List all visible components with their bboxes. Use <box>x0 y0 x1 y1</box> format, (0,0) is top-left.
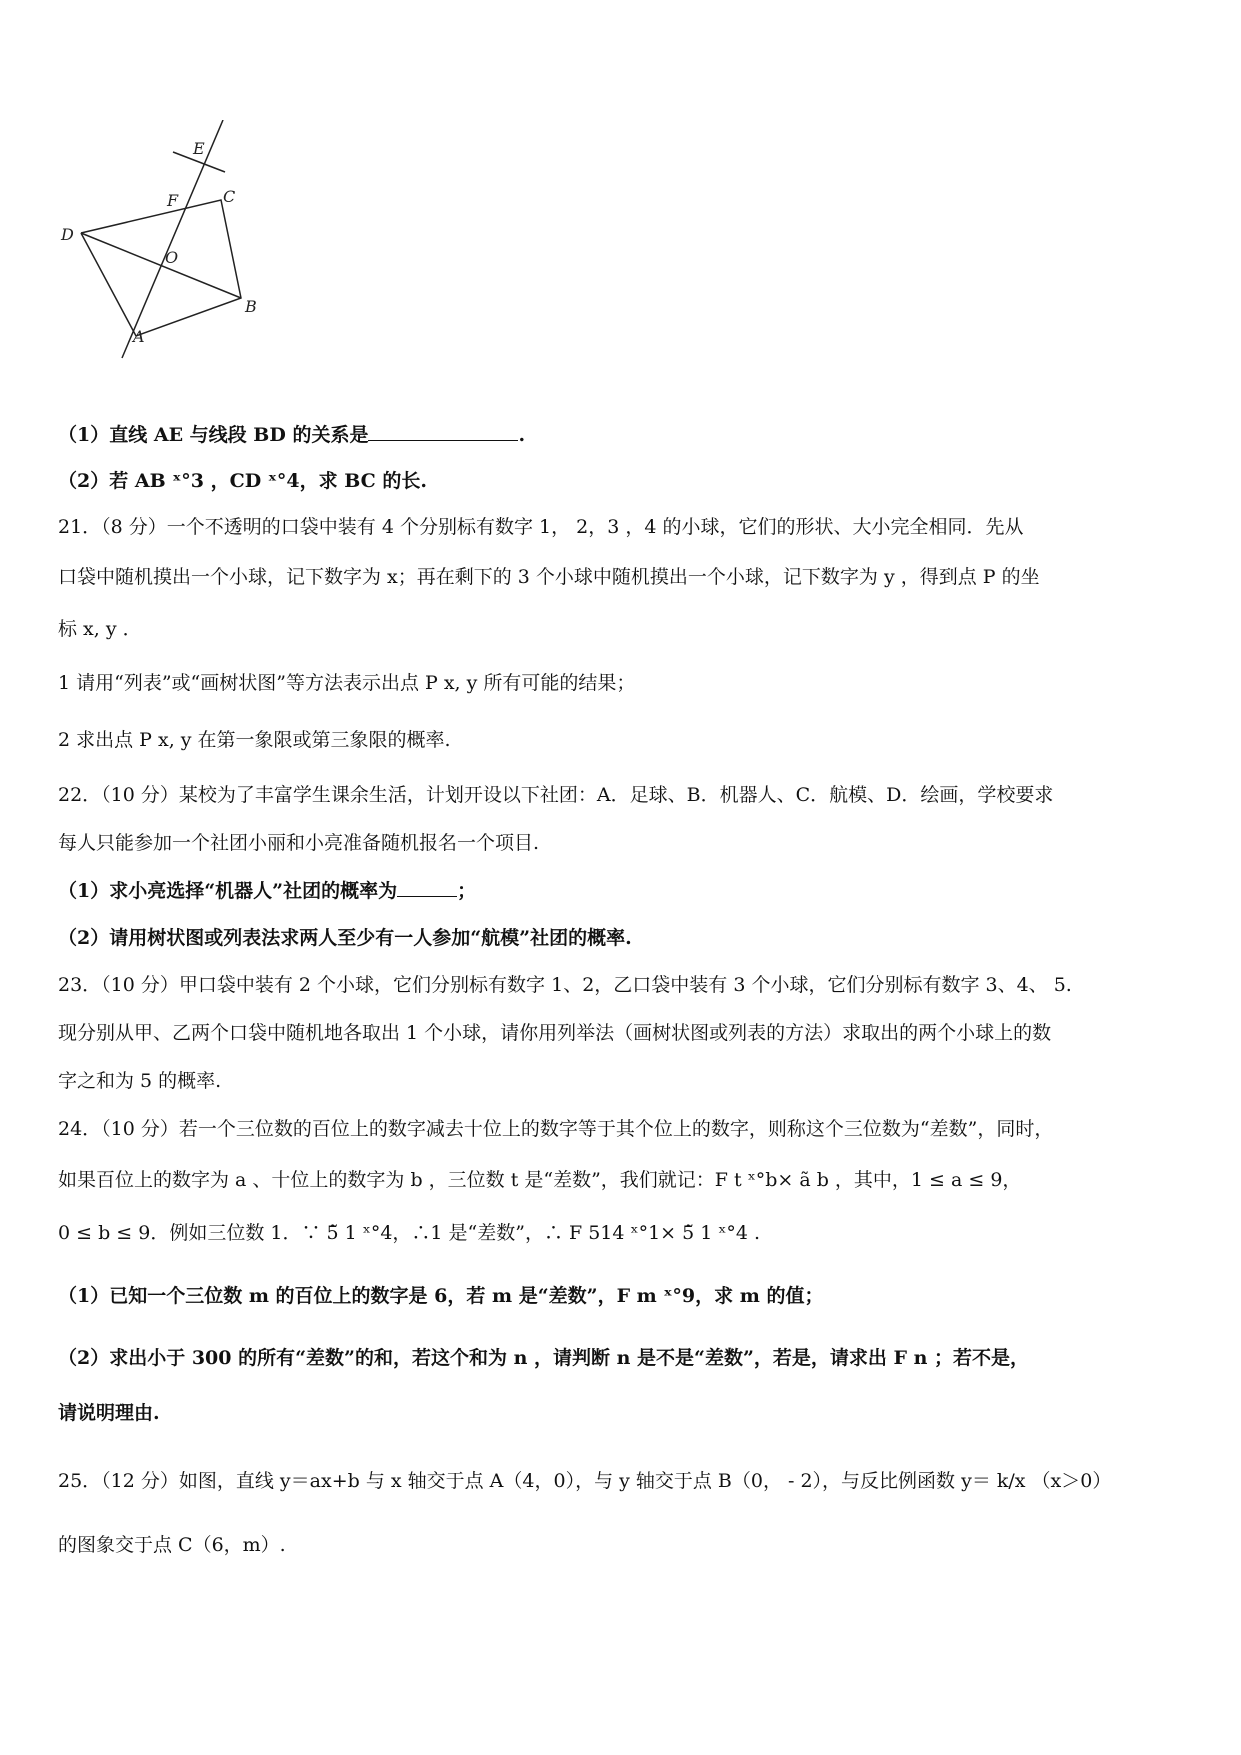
diagonal-db <box>81 233 241 298</box>
q21-line2: 口袋中随机摸出一个小球，记下数字为 x；再在剩下的 3 个小球中随机摸出一个小球，记下数字为 y ，得到点 P 的坐 <box>58 566 1040 588</box>
q21-part1: 1 请用“列表”或“画树状图”等方法表示出点 P x, y 所有可能的结果； <box>58 672 636 694</box>
label-d: D <box>61 225 74 244</box>
q22-part1: （1）求小亮选择“机器人”社团的概率为 ； <box>58 876 1188 906</box>
label-e: E <box>193 139 205 158</box>
q20-part2: （2）若 AB ˣ°3 ，CD ˣ°4，求 BC 的长. <box>58 470 427 492</box>
answer-blank <box>368 420 518 441</box>
answer-blank <box>397 876 457 897</box>
q22-line2: 每人只能参加一个社团小丽和小亮准备随机报名一个项目. <box>58 832 540 854</box>
q22-line1: 22．（10 分）某校为了丰富学生课余生活，计划开设以下社团：A．足球、B．机器人、C．航模、D．绘画，学校要求 <box>58 784 1054 806</box>
q24-line3: 0 ≤ b ≤ 9．例如三位数 1．∵ 5̃ 1 ˣ°4，∴1 是“差数”，∴ F 514 ˣ°1× 5̃ 1 ˣ°4 . <box>58 1222 761 1244</box>
geometry-figure <box>55 120 315 410</box>
q24-line2: 如果百位上的数字为 a 、十位上的数字为 b ，三位数 t 是“差数”，我们就记：F t ˣ°b× ã b ，其中，1 ≤ a ≤ 9， <box>58 1169 1022 1191</box>
label-o: O <box>165 248 179 267</box>
q24-part2: （2）求出小于 300 的所有“差数”的和，若这个和为 n ，请判断 n 是不是“差数”，若是，请求出 F n ；若不是， <box>58 1347 1030 1369</box>
label-c: C <box>223 187 236 206</box>
label-b: B <box>245 297 257 316</box>
q25-line1: 25．（12 分）如图，直线 y＝ax+b 与 x 轴交于点 A（4，0），与 y 轴交于点 B（0， - 2），与反比例函数 y＝ k/x （x＞0） <box>58 1470 1112 1492</box>
q21-line3: 标 x, y ． <box>58 618 142 640</box>
q23-line3: 字之和为 5 的概率. <box>58 1070 222 1092</box>
q21-line1: 21．（8 分）一个不透明的口袋中装有 4 个分别标有数字 1， 2，3 ，4 的小球，它们的形状、大小完全相同．先从 <box>58 516 1024 538</box>
q23-line2: 现分别从甲、乙两个口袋中随机地各取出 1 个小球，请你用列举法（画树状图或列表的方法）求取出的两个小球上的数 <box>58 1022 1052 1044</box>
q22-part2: （2）请用树状图或列表法求两人至少有一人参加“航模”社团的概率. <box>58 927 632 949</box>
q24-line1: 24．（10 分）若一个三位数的百位上的数字减去十位上的数字等于其个位上的数字，则称这个三位数为“差数”，同时， <box>58 1118 1054 1140</box>
q20-part1: （1）直线 AE 与线段 BD 的关系是 . <box>58 420 1188 450</box>
q23-line1: 23．（10 分）甲口袋中装有 2 个小球，它们分别标有数字 1、2，乙口袋中装有 3 个小球，它们分别标有数字 3、4、 5. <box>58 974 1072 996</box>
quadrilateral-diagram <box>55 120 315 410</box>
q25-line2: 的图象交于点 C（6，m）. <box>58 1534 286 1556</box>
label-f: F <box>167 191 179 210</box>
q21-part2: 2 求出点 P x, y 在第一象限或第三象限的概率. <box>58 729 451 751</box>
q24-part1: （1）已知一个三位数 m 的百位上的数字是 6，若 m 是“差数”，F m ˣ°9，求 m 的值； <box>58 1285 824 1307</box>
q24-part3: 请说明理由. <box>58 1402 160 1424</box>
label-a: A <box>133 327 145 346</box>
